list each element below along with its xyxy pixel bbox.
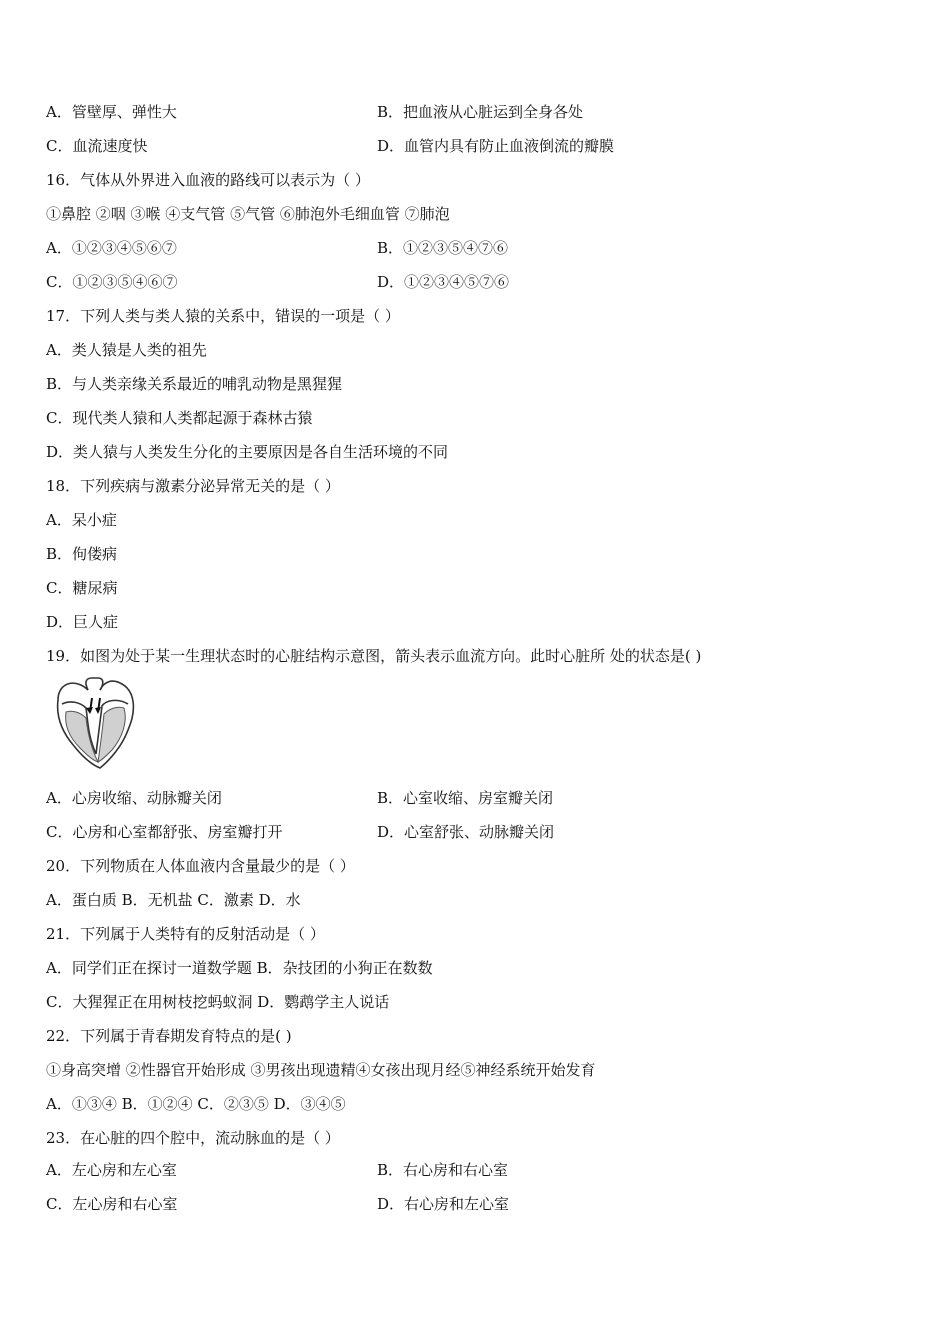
q18-option-b: B．佝偻病: [46, 545, 118, 563]
q21-options-cd: C．大猩猩正在用树枝挖蚂蚁洞 D．鹦鹉学主人说话: [46, 993, 390, 1011]
q15-option-c: C．血流速度快: [46, 137, 148, 155]
q15-option-b: B．把血液从心脏运到全身各处: [377, 103, 584, 121]
q16-option-a: A．①②③④⑤⑥⑦: [46, 239, 177, 257]
q18-stem: 18．下列疾病与激素分泌异常无关的是（ ）: [46, 477, 340, 495]
q19-option-d: D．心室舒张、动脉瓣关闭: [377, 823, 555, 841]
q23-option-a: A．左心房和左心室: [46, 1161, 177, 1179]
q19-option-b: B．心室收缩、房室瓣关闭: [377, 789, 554, 807]
q16-option-b: B．①②③⑤④⑦⑥: [377, 239, 509, 257]
q22-options: A．①③④ B．①②④ C．②③⑤ D．③④⑤: [46, 1095, 346, 1113]
q19-stem: 19．如图为处于某一生理状态时的心脏结构示意图，箭头表示血流方向。此时心脏所 处的状态是( ): [46, 647, 702, 665]
q18-option-d: D．巨人症: [46, 613, 119, 631]
q20-options: A．蛋白质 B．无机盐 C．激素 D．水: [46, 891, 301, 909]
q17-option-a: A．类人猿是人类的祖先: [46, 341, 207, 359]
q18-option-c: C．糖尿病: [46, 579, 118, 597]
q22-items: ①身高突增 ②性器官开始形成 ③男孩出现遗精④女孩出现月经⑤神经系统开始发育: [46, 1061, 596, 1079]
q21-stem: 21．下列属于人类特有的反射活动是（ ）: [46, 925, 325, 943]
q22-stem: 22．下列属于青春期发育特点的是( ): [46, 1027, 292, 1045]
q23-option-d: D．右心房和左心室: [377, 1195, 510, 1213]
q16-stem: 16．气体从外界进入血液的路线可以表示为（ ）: [46, 171, 370, 189]
q23-stem: 23．在心脏的四个腔中，流动脉血的是（ ）: [46, 1129, 340, 1147]
q16-option-d: D．①②③④⑤⑦⑥: [377, 273, 510, 291]
q15-option-a: A．管壁厚、弹性大: [46, 103, 177, 121]
q16-option-c: C．①②③⑤④⑥⑦: [46, 273, 178, 291]
q18-option-a: A．呆小症: [46, 511, 117, 529]
q17-option-c: C．现代类人猿和人类都起源于森林古猿: [46, 409, 313, 427]
q20-stem: 20．下列物质在人体血液内含量最少的是（ ）: [46, 857, 355, 875]
q19-option-a: A．心房收缩、动脉瓣关闭: [46, 789, 222, 807]
q23-option-b: B．右心房和右心室: [377, 1161, 509, 1179]
q21-options-ab: A．同学们正在探讨一道数学题 B．杂技团的小狗正在数数: [46, 959, 433, 977]
q15-option-d: D．血管内具有防止血液倒流的瓣膜: [377, 137, 615, 155]
q16-items: ①鼻腔 ②咽 ③喉 ④支气管 ⑤气管 ⑥肺泡外毛细血管 ⑦肺泡: [46, 205, 450, 223]
q17-option-d: D．类人猿与人类发生分化的主要原因是各自生活环境的不同: [46, 443, 449, 461]
q17-stem: 17．下列人类与类人猿的关系中，错误的一项是（ ）: [46, 307, 400, 325]
q23-option-c: C．左心房和右心室: [46, 1195, 178, 1213]
heart-diagram: [48, 676, 140, 770]
q19-option-c: C．心房和心室都舒张、房室瓣打开: [46, 823, 283, 841]
q17-option-b: B．与人类亲缘关系最近的哺乳动物是黑猩猩: [46, 375, 343, 393]
